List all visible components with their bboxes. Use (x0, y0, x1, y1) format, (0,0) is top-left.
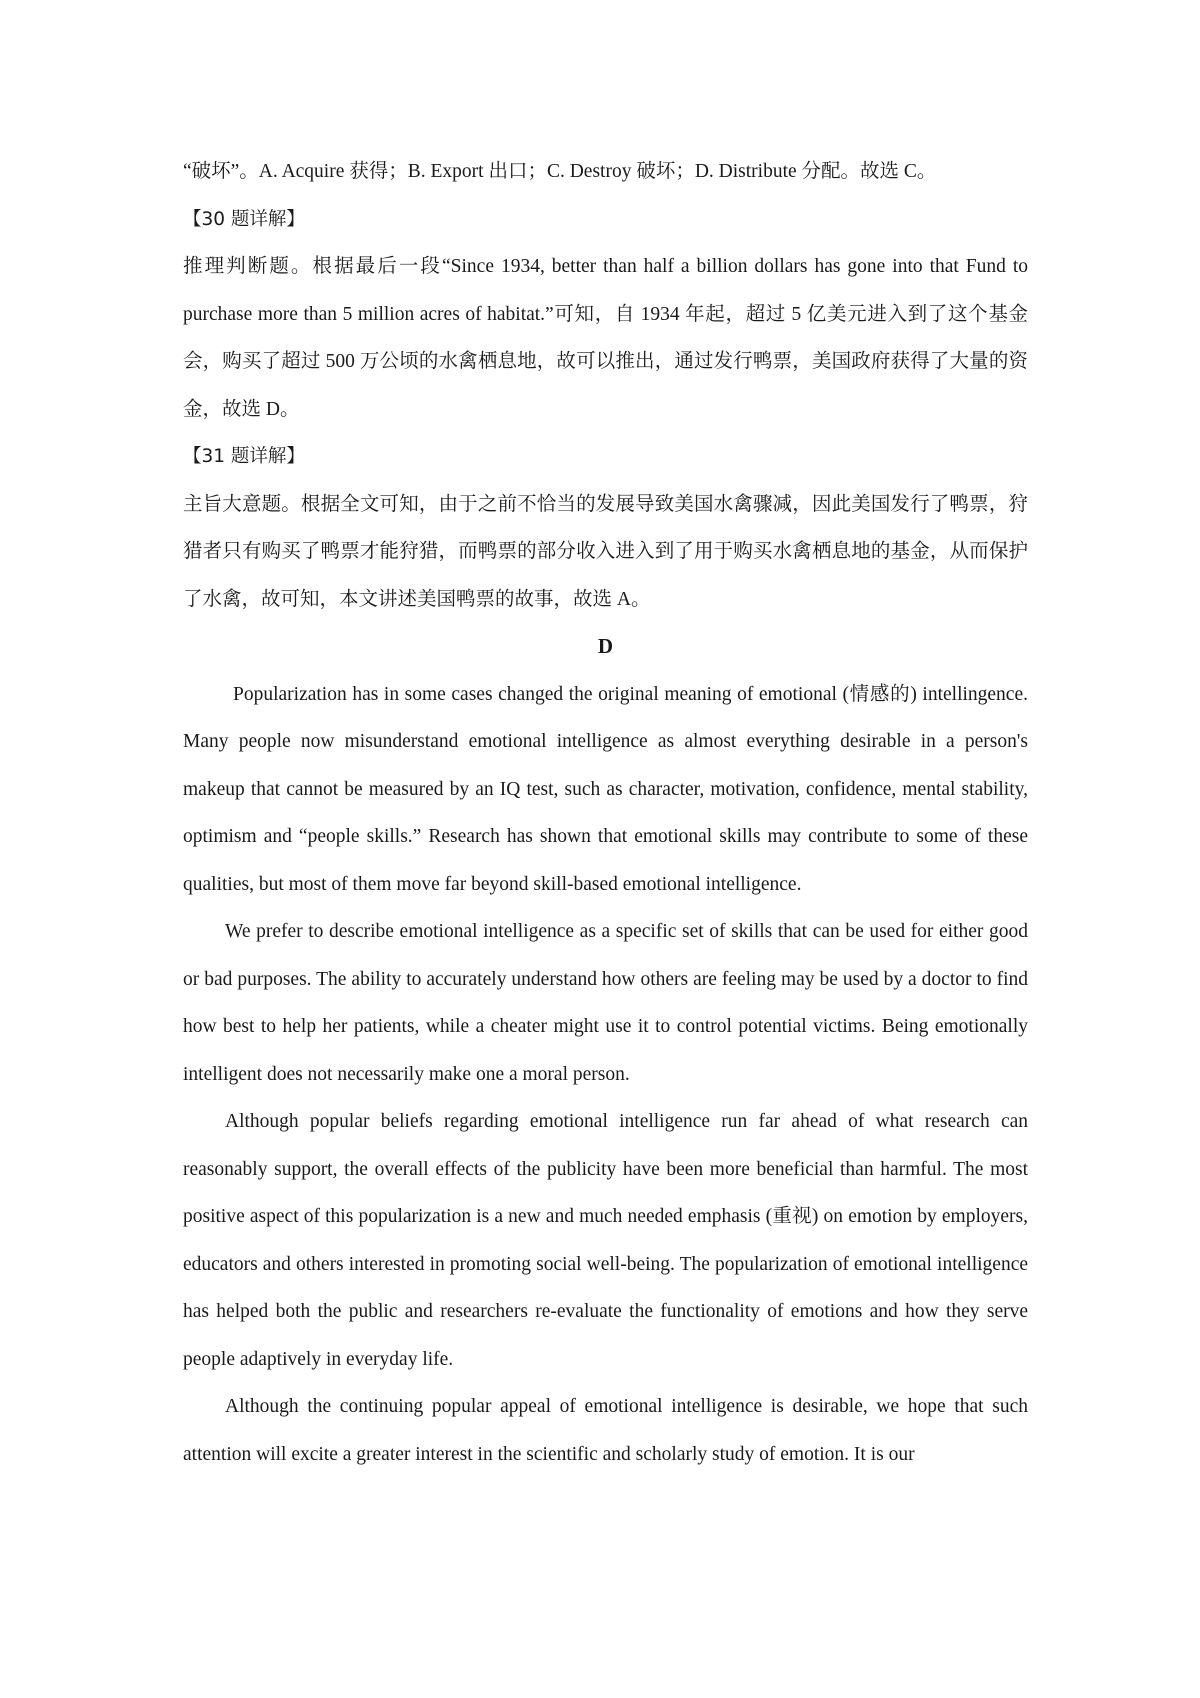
q30-explanation: 推理判断题。根据最后一段“Since 1934, better than half a billion dollars has gone into that Fund to purchase more than 5 million acres of habitat.”可知，自 1934 年起，超过 5 亿美元进入到了这个基金会，购买了超过 500 万公顷的水禽栖息地，故可以推出，通过发行鸭票，美国政府获得了大量的资金，故选 D。 (183, 256, 1028, 420)
previous-answer-continuation: “破坏”。A. Acquire 获得；B. Export 出口；C. Destroy 破坏；D. Distribute 分配。故选 C。 (183, 161, 937, 182)
passage-paragraph-4: Although the continuing popular appeal of emotional intelligence is desirable, we hope that such attention will excite a greater interest in the scientific and scholarly study of emotion. It is our (183, 1396, 1028, 1465)
q31-explanation: 主旨大意题。根据全文可知，由于之前不恰当的发展导致美国水禽骤减，因此美国发行了鸭票，狩猎者只有购买了鸭票才能狩猎，而鸭票的部分收入进入到了用于购买水禽栖息地的基金，从而保护了水禽，故可知，本文讲述美国鸭票的故事，故选 A。 (183, 493, 1028, 610)
q31-heading: 【31 题详解】 (183, 446, 305, 467)
document-page (183, 148, 1028, 1478)
passage-title: D (597, 634, 614, 658)
passage-paragraph-1: Popularization has in some cases changed the original meaning of emotional (情感的) intellingence. Many people now misunderstand emotional intelligence as almost everything desirable in a person's makeup that cannot be measured by an IQ test, such as character, motivation, confidence, mental stability, optimism and “people skills.” Research has shown that emotional skills may contribute to some of these qualities, but most of them move far beyond skill-based emotional intelligence. (183, 683, 1028, 895)
q30-heading: 【30 题详解】 (183, 208, 305, 230)
passage-paragraph-2: We prefer to describe emotional intelligence as a specific set of skills that can be used for either good or bad purposes. The ability to accurately understand how others are feeling may be used by a doctor to find how best to help her patients, while a cheater might use it to control potential victims. Being emotionally intelligent does not necessarily make one a moral person. (183, 921, 1028, 1085)
passage-paragraph-3: Although popular beliefs regarding emotional intelligence run far ahead of what research can reasonably support, the overall effects of the publicity have been more beneficial than harmful. The most positive aspect of this popularization is a new and much needed emphasis (重视) on emotion by employers, educators and others interested in promoting social well-being. The popularization of emotional intelligence has helped both the public and researchers re-evaluate the functionality of emotions and how they serve people adaptively in everyday life. (183, 1111, 1028, 1370)
